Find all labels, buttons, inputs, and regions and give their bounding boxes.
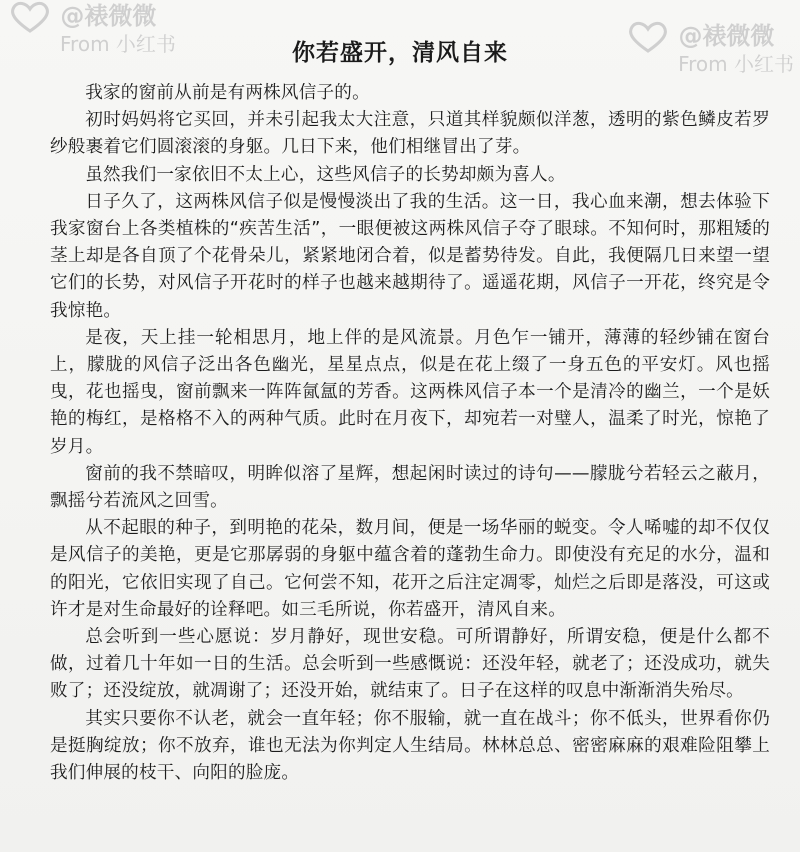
paragraph: 窗前的我不禁暗叹，明眸似溶了星辉，想起闲时读过的诗句——朦胧兮若轻云之蔽月，飘摇兮若流风之回雪。 bbox=[50, 463, 770, 512]
watermark-source: From 小红书 bbox=[678, 52, 794, 76]
paragraph: 从不起眼的种子，到明艳的花朵，数月间，便是一场华丽的蜕变。令人唏嘘的却不仅仅是风信子的美艳，更是它那孱弱的身躯中蕴含着的蓬勃生命力。即使没有充足的水分，温和的阳光，它依旧实现了自己。它何尝不知，花开之后注定凋零，灿烂之后即是落没，可这或许才是对生命最好的诠释吧。如三毛所说，你若盛开，清风自来。 bbox=[50, 518, 770, 620]
paragraph: 虽然我们一家依旧不太上心，这些风信子的长势却颇为喜人。 bbox=[85, 164, 566, 185]
page-title: 你若盛开，清风自来 bbox=[292, 40, 508, 66]
article-body bbox=[50, 80, 770, 787]
watermark-handle: @裱微微 bbox=[678, 22, 775, 50]
watermark-source: From 小红书 bbox=[60, 32, 176, 56]
paragraph: 我家的窗前从前是有两株风信子的。 bbox=[85, 83, 370, 103]
paragraph: 日子久了，这两株风信子似是慢慢淡出了我的生活。这一日，我心血来潮，想去体验下我家窗台上各类植株的“疾苦生活”，一眼便被这两株风信子夺了眼球。不知何时，那粗矮的茎上却是各自顶了个花骨朵儿，紧紧地闭合着，似是蓄势待发。自此，我便隔几日来望一望它们的长势，对风信子开花时的样子也越来越期待了。遥遥花期，风信子一开花，终究是令我惊艳。 bbox=[50, 191, 770, 321]
paragraph: 其实只要你不认老，就会一直年轻；你不服输，就一直在战斗；你不低头，世界看你仍是挺胸绽放；你不放弃，谁也无法为你判定人生结局。林林总总、密密麻麻的艰难险阻攀上我们伸展的枝干、向阳的脸庞。 bbox=[50, 708, 770, 784]
watermark-handle: @裱微微 bbox=[60, 2, 157, 30]
paragraph: 是夜，天上挂一轮相思月，地上伴的是风流景。月色乍一铺开，薄薄的轻纱铺在窗台上，朦胧的风信子泛出各色幽光，星星点点，似是在花上缀了一身五色的平安灯。风也摇曳，花也摇曳，窗前飘来一阵阵氤氲的芳香。这两株风信子本一个是清冷的幽兰，一个是妖艳的梅红，是格格不入的两种气质。此时在月夜下，却宛若一对璧人，温柔了时光，惊艳了岁月。 bbox=[50, 327, 770, 457]
heart-icon bbox=[8, 0, 52, 34]
paragraph: 总会听到一些心愿说：岁月静好，现世安稳。可所谓静好，所谓安稳，便是什么都不做，过着几十年如一日的生活。总会听到一些感慨说：还没年轻，就老了；还没成功，就失败了；还没绽放，就凋谢了；还没开始，就结束了。日子在这样的叹息中渐渐消失殆尽。 bbox=[50, 627, 770, 702]
paragraph: 初时妈妈将它买回，并未引起我太大注意，只道其样貌颇似洋葱，透明的紫色鳞皮若罗纱般裹着它们圆滚滚的身躯。几日下来，他们相继冒出了芽。 bbox=[50, 110, 770, 158]
